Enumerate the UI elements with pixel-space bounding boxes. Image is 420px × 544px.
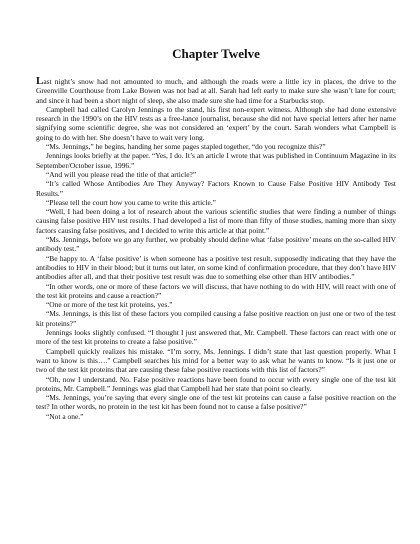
paragraph (36, 77, 396, 105)
paragraph: Campbell had called Carolyn Jennings to the stand, his first non-expert witness. Although she had done extensive research in the 1990’s on the HIV tests as a free-lance journalist, because she did not have special letters after her name signifying some scientific degree, she was not considered an ‘expert’ by the court. Sarah wonders what Campbell is going to do with her. She doesn’t have to wait very long. (36, 104, 396, 142)
paragraph: “One or more of the test kit proteins, yes.” (46, 300, 173, 310)
paragraph: Jennings looks slightly confused. “I thought I just answered that, Mr. Campbell. These factors can react with one or more of the test kit proteins to create a false positive.” (36, 328, 396, 347)
drop-cap: L (36, 75, 44, 87)
paragraph: “In other words, one or more of these factors we will discuss, that have nothing to do with HIV, will react with one of the test kit proteins and cause a reaction?” (36, 281, 396, 300)
paragraph: “Ms. Jennings, you’re saying that every single one of the test kit proteins can cause a false positive reaction on the test? In other words, no protein in the test kit has been found not to cause a false positive?” (36, 393, 396, 412)
paragraph: “It’s called Whose Antibodies Are They Anyway? Factors Known to Cause False Positive HIV Antibody Test Results.” (36, 179, 396, 198)
paragraph-text: ast night’s snow had not amounted to much, and although the roads were a little icy in places, the drive to the Greenville Courthouse from Lake Bowen was not bad at all. Sarah had left early to make sure she wasn’t late for court; and since it had been a short night of sleep, she also made sure she had time for a Starbucks stop. (36, 77, 396, 105)
chapter-title: Chapter Twelve (172, 46, 260, 61)
paragraph: “Please tell the court how you came to write this article.” (46, 197, 216, 207)
paragraph: “Be happy to. A ‘false positive’ is when someone has a positive test result, supposedly indicating that they have the antibodies to HIV in their blood; but it turns out later, on some kind of confirmation procedure, that they don’t have HIV antibodies after all, and that their positive test result was due to something else other than HIV antibodies.” (36, 253, 396, 282)
paragraph: “Ms. Jennings, before we go any further, we probably should define what ‘false positive’ means on the so-called HIV antibody test.” (36, 235, 396, 254)
paragraph: Jennings looks briefly at the paper. “Yes, I do. It’s an article I wrote that was published in Continuum Magazine in its September/October issue, 1996.” (36, 151, 396, 170)
paragraph: “Ms. Jennings, is this list of these factors you compiled causing a false positive reaction on just one or two of the test kit proteins?” (36, 309, 396, 328)
paragraph: “Not a one.” (46, 411, 84, 421)
chapter-body (36, 77, 396, 421)
paragraph: “Ms. Jennings,” he begins, handing her some pages stapled together, “do you recognize this?” (46, 142, 326, 152)
paragraph: Campbell quickly realizes his mistake. “I’m sorry, Ms. Jennings. I didn’t state that last question properly. What I want to know is this….” Campbell searches his mind for a better way to ask what he wants to know. “Is it just one or two of the test kit proteins that are causing these false positive reactions with this list of factors?” (36, 346, 396, 375)
paragraph: “And will you please read the title of that article?” (46, 169, 197, 179)
paragraph: “Oh, now I understand. No. False positive reactions have been found to occur with every single one of the test kit proteins, Mr. Campbell.” Jennings was glad that Campbell had her state that point so clearly. (36, 374, 396, 393)
paragraph: “Well, I had been doing a lot of research about the various scientific studies that were finding a number of things causing false positive HIV test results. I had developed a list of more than fifty of those studies, naming more than sixty factors causing false positives, and I decided to write this article at that point.” (36, 207, 396, 235)
